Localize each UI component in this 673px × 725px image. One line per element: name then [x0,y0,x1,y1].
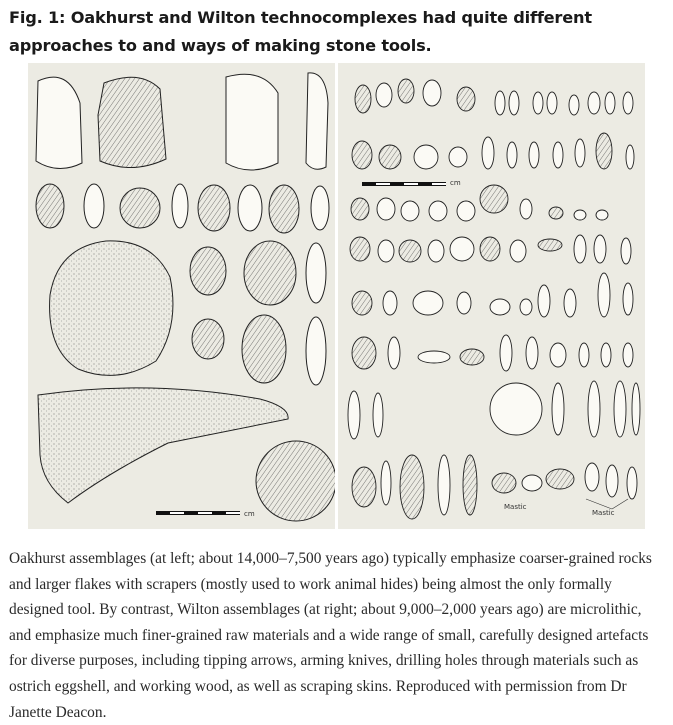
oakhurst-scraper-1 [36,184,64,228]
oakhurst-scraper-2 [84,184,104,228]
mastic-label-1: Mastic [504,503,527,511]
oakhurst-scraper-8 [311,186,329,230]
oakhurst-flake-2 [98,77,166,167]
oakhurst-scraper-10 [244,241,296,305]
oakhurst-large-scraper [50,241,173,376]
oakhurst-scraper-5 [198,185,230,231]
oakhurst-scraper-14 [306,317,326,385]
oakhurst-round-scraper [256,441,336,521]
left-scale-bar [156,510,255,518]
oakhurst-flake-3 [226,74,278,170]
figure-title: Fig. 1: Oakhurst and Wilton technocomplexes had quite different approaches to and ways of making stone tools. [9,8,592,55]
oakhurst-scraper-11 [306,243,326,303]
oakhurst-scraper-3 [120,188,160,228]
oakhurst-scraper-13 [242,315,286,383]
right-scale-unit: cm [450,179,461,187]
oakhurst-scraper-6 [238,185,262,231]
oakhurst-panel [36,73,336,521]
mastic-label-2: Mastic [592,509,615,517]
oakhurst-scraper-9 [190,247,226,295]
right-scale-bar [362,179,461,187]
oakhurst-scraper-4 [172,184,188,228]
oakhurst-flake-4 [306,73,328,169]
oakhurst-scraper-12 [192,319,224,359]
panel-divider [335,63,338,529]
mastic-labels [504,499,628,517]
figure-caption: Oakhurst assemblages (at left; about 14,000–7,500 years ago) typically emphasize coarser-grained rocks and larger flakes with scrapers (mostly used to work animal hides) being almost the only formally designed tool. By contrast, Wilton assemblages (at right; about 9,000–2,000 years ago) are microlithic, and emphasize much finer-grained raw materials and a wide range of small, carefully designed artefacts for diverse purposes, including tipping arrows, arming knives, drilling holes through materials such as ostrich eggshell, and working wood, as well as scraping skins. Reproduced with permission from Dr Janette Deacon. [9,550,652,721]
wilton-panel [348,79,640,519]
oakhurst-scraper-7 [269,185,299,233]
left-scale-unit: cm [244,510,255,518]
oakhurst-flake-1 [36,77,82,168]
oakhurst-large-blade [38,388,288,503]
